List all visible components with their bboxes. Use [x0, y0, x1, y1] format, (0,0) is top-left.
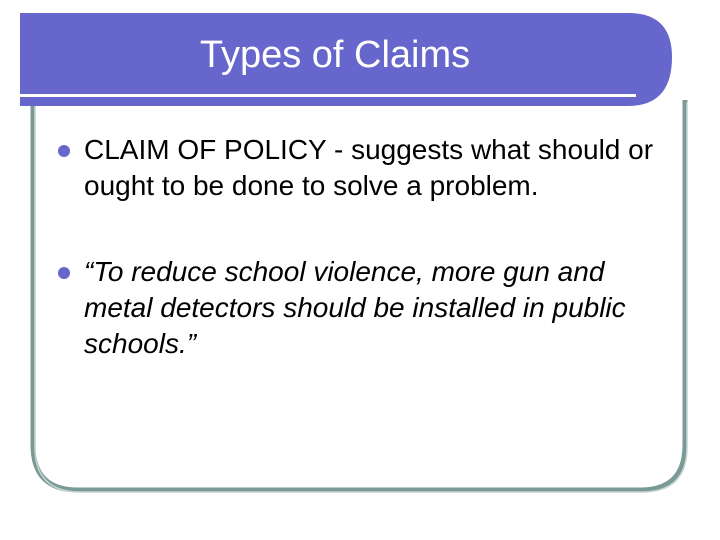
- title-underline: [20, 94, 636, 97]
- bullet-icon: [58, 145, 70, 157]
- bullet-text: “To reduce school violence, more gun and metal detectors should be installed in public schools.”: [84, 256, 626, 359]
- bullet-icon: [58, 267, 70, 279]
- bullet-item-policy: [58, 132, 658, 204]
- bullet-text: CLAIM OF POLICY - suggests what should or ought to be done to solve a problem.: [84, 134, 654, 201]
- bullet-list: [58, 132, 658, 362]
- slide-title: Types of Claims: [199, 34, 471, 76]
- bullet-item-example: [58, 254, 658, 362]
